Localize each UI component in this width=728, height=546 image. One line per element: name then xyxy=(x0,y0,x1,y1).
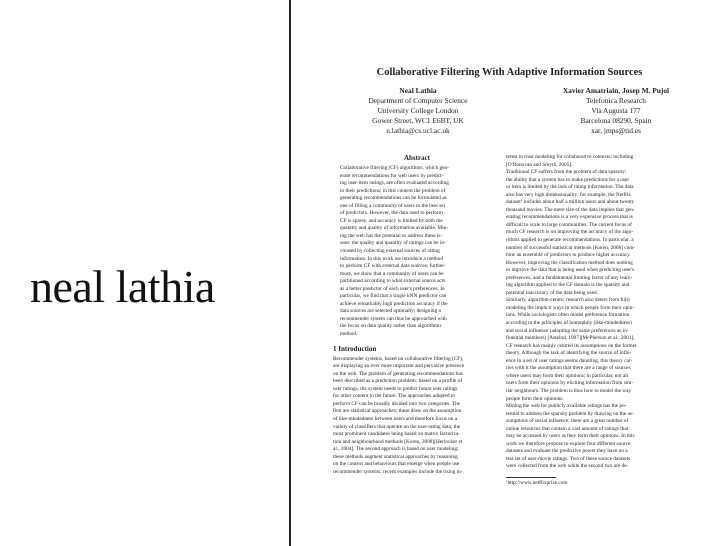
text-line: ries with it the assumption that there are a range of sources xyxy=(506,365,631,372)
text-line: recommender system can thus be approached with xyxy=(340,315,447,322)
text-line: achieve remarkably high prediction accuracy if the xyxy=(340,300,448,307)
text-line: to their predictions; in this context the problem of xyxy=(340,187,446,194)
author-affiliation-line: Telefonica Research xyxy=(585,96,646,105)
text-line: first are statistical approaches; these draw on the assumption xyxy=(333,408,462,415)
text-line: particular, we find that a single kNN predictor can xyxy=(340,293,447,300)
text-line: CF is sparse, and accuracy is limited by both the xyxy=(340,217,443,224)
text-line: CF research has mainly centred its assumptions on the former xyxy=(506,342,637,349)
text-line: as a better predictor of each user's preferences. In xyxy=(340,285,445,292)
author-affiliation-line: Gower Street, WC1 E6BT, UK xyxy=(372,116,464,125)
text-line: Similarly, algorithm-centric research also deters from fully xyxy=(506,297,631,304)
text-line: recommender systems; recent examples include the rising in- xyxy=(333,468,463,475)
text-line: al., 2004]. The second approach is based on user modeling; xyxy=(333,446,459,453)
text-line: perform CF can be broadly divided into two categories. The xyxy=(333,400,460,407)
text-line: also has very high dimensionality; for example, the Netflix xyxy=(506,191,631,198)
text-line: modeling the implicit ways in which people form their opin- xyxy=(506,304,635,311)
text-line: much CF research is on improving the accuracy of the algo- xyxy=(506,229,634,236)
text-line: work we therefore propose to explore four different source xyxy=(506,440,631,447)
text-line: tion and neighbourhood methods [Koren, 2008][Herlocker et xyxy=(333,438,463,445)
author-email: xar, jmps@tid.es xyxy=(591,126,641,135)
text-line: ing user-item ratings, are often evaluated according xyxy=(340,180,449,187)
caption-title: neal lathia xyxy=(30,261,215,312)
text-line: variety of classifiers that operate on the user-rating data; the xyxy=(333,423,461,430)
text-line: bine an ensemble of predictors to produce higher accuracy. xyxy=(506,252,631,259)
author-name: Xavier Amatriain, Josep M. Pujol xyxy=(562,86,670,95)
text-line: However, improving the classification method does nothing xyxy=(506,259,633,266)
author-affiliation-line: University College London xyxy=(377,106,459,115)
abstract-body xyxy=(333,165,501,339)
author-affiliation-line: Barcelona 08290, Spain xyxy=(580,116,652,125)
author-email: n.lathia@cs.ucl.ac.uk xyxy=(386,126,450,135)
text-line: on the web. The problem of generating recommendations has xyxy=(333,370,463,377)
text-line: erating recommendations is a very expensive process that is xyxy=(506,214,633,221)
author-affiliation-line: Via Augusta 177 xyxy=(591,106,641,115)
text-line: of like-mindedness between users and therefore focus on a xyxy=(333,415,458,422)
text-line: creased by collecting external sources of rating xyxy=(340,248,440,255)
footnote-rule xyxy=(506,477,556,478)
text-line: Recommender systems, based on collaborative filtering (CF), xyxy=(333,355,464,362)
text-line: these methods augment statistical approaches by reasoning xyxy=(333,453,458,460)
text-line: test set of user-movie ratings. Two of these source datasets xyxy=(506,455,631,462)
paper-page xyxy=(289,0,728,546)
text-line: on the context and behaviours that emerge when people use xyxy=(333,461,460,468)
text-line: rithms applied to generate recommendations. In particular, a xyxy=(506,237,634,244)
text-line: difficult to scale to large communities. The current focus of xyxy=(506,221,632,228)
right-column xyxy=(506,154,674,488)
text-line: sumptions of social influence; there are a great number of xyxy=(506,418,629,425)
left-column xyxy=(333,154,501,476)
text-line: ing algorithm applied to the CF domain is the sparsity and xyxy=(506,282,630,289)
text-line: ing the web has the potential to address these is- xyxy=(340,232,443,239)
author-block-2 xyxy=(541,86,691,136)
text-line: the ability that a system has to make predictions for a user xyxy=(506,176,630,183)
author-name: Neal Lathia xyxy=(399,86,437,95)
author-affiliation-line: Department of Computer Science xyxy=(368,96,468,105)
text-line: datasets and evaluate the predictive power they have on a xyxy=(506,448,628,455)
text-line: information. In this work we introduce a method xyxy=(340,255,443,262)
text-line: tential to address the sparsity problem by drawing on the as- xyxy=(506,410,634,417)
text-line: erate recommendations for web users by predict- xyxy=(340,172,444,179)
text-line: sues: the quality and quantity of ratings can be in- xyxy=(340,240,446,247)
text-line: ence in a set of user ratings seems daunting, this theory car- xyxy=(506,357,633,364)
author-block-1 xyxy=(343,86,493,136)
text-line: for other content in the future. The approaches adopted to xyxy=(333,393,455,400)
footnote: ¹http://www.netflixprize.com xyxy=(506,479,568,486)
text-line: number of successful statistical methods [Koren, 2008] com- xyxy=(506,244,636,251)
text-line: were collected from the web while the second two are de- xyxy=(506,463,629,470)
text-line: or item is limited by the lack of rating information. The data xyxy=(506,184,634,191)
text-line: preferences, and a fundamental limiting factor of any learn- xyxy=(506,274,633,281)
text-line: people form their opinions. xyxy=(506,395,564,402)
text-line: partitioned according to what external source acts xyxy=(340,278,446,285)
text-line: data sources are selected optimally; designing a xyxy=(340,308,441,315)
text-line: of predictors. However, the data used to perform xyxy=(340,210,443,217)
text-line: the focus on data quality rather than algorithmic xyxy=(340,323,442,330)
text-line: to improve the data that is being used when predicting user's xyxy=(506,267,635,274)
introduction-body xyxy=(333,356,501,477)
text-line: Collaborative filtering (CF) algorithms, which gen- xyxy=(340,165,449,171)
text-line: Traditional CF suffers from the problem of data sparsity; xyxy=(506,169,627,176)
abstract-heading: Abstract xyxy=(403,154,431,162)
text-line: Mining the web for publicly available ratings has the po- xyxy=(506,403,627,410)
text-line: to perform CF with external data sources; further- xyxy=(340,263,446,270)
text-line: are displaying an ever more important and pervasive presence xyxy=(333,363,465,370)
text-line: potential inaccuracy of the data being used. xyxy=(506,289,598,296)
text-line: method. xyxy=(340,331,358,338)
text-line: theory. Although the task of identifying the source of influ- xyxy=(506,350,632,357)
introduction-heading: 1 Introduction xyxy=(333,344,377,353)
text-line: ions. While sociologists often model preference formation xyxy=(506,312,630,319)
right-column-body xyxy=(506,154,674,471)
text-line: been described as a prediction problem: based on a profile of xyxy=(333,378,463,385)
text-line: one of filling a community of users to the best set xyxy=(340,202,446,209)
text-line: fluential members) [Asteind, 1997][McPherson et al., 2001], xyxy=(506,335,635,342)
text-line: dataset¹ includes about half a million users and about twenty xyxy=(506,199,635,206)
text-line: terest in trust modeling for collaborative contexts; including xyxy=(506,154,634,160)
text-line: and social influence (adopting the same preferences as in- xyxy=(506,327,629,334)
text-line: may be accessed by users as they form their opinions. In this xyxy=(506,433,635,440)
text-line: quantity and quality of information available. Min- xyxy=(340,225,449,232)
text-line: online resources that contain a vast amount of ratings that xyxy=(506,425,629,432)
text-line: users form their opinions by eliciting information from sim- xyxy=(506,380,634,387)
text-line: ilar neighbours. The problem is thus how to model the way xyxy=(506,387,632,394)
text-line: more, we show that a community of users can be xyxy=(340,270,444,277)
text-line: according to the principles of homophily (like-mindedness) xyxy=(506,320,632,327)
text-line: [O'Donovan and Smyth, 2005]. xyxy=(506,161,573,168)
text-line: most prominent candidates being based on matrix factoriza- xyxy=(333,431,460,438)
text-line: thousand movies. The mere size of the data implies that gen- xyxy=(506,206,635,213)
text-line: generating recommendations can be formulated as xyxy=(340,195,447,202)
text-line: user ratings, the system needs to predict future user ratings xyxy=(333,385,458,392)
text-line: where users may form their opinions; in particular, not all xyxy=(506,372,629,379)
paper-title: Collaborative Filtering With Adaptive Information Sources xyxy=(376,67,643,78)
